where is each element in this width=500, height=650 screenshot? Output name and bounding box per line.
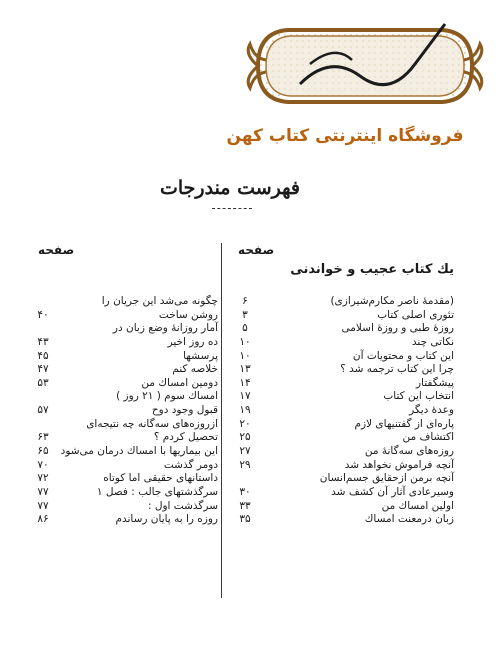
toc-entry-page: ۶۵ bbox=[37, 445, 49, 458]
left-column-page-header: صفحه bbox=[38, 243, 75, 257]
toc-entry-title: دومین امساك من bbox=[141, 376, 218, 389]
toc-entry[interactable] bbox=[232, 377, 454, 391]
toc-entry[interactable] bbox=[232, 363, 454, 377]
toc-entry[interactable] bbox=[30, 445, 218, 459]
toc-entry-title: چگونه می‌شد این جریان را bbox=[101, 295, 218, 307]
toc-entry-page: ۱۷ bbox=[239, 390, 251, 403]
toc-entry-title: خلاصه کنم bbox=[172, 363, 218, 376]
toc-entry-title: زبان درمعنت امساك bbox=[364, 513, 454, 526]
toc-entry[interactable] bbox=[30, 472, 218, 486]
toc-entry-title: انتخاب این کتاب bbox=[383, 390, 454, 403]
toc-entry-title: تحصیل کردم ؟ bbox=[153, 431, 218, 444]
toc-entry-page: ۷۷ bbox=[37, 499, 49, 512]
part-heading: یك كتاب عجیب و خواندنی bbox=[290, 262, 454, 277]
toc-entry-page: ۳۳ bbox=[239, 499, 251, 512]
toc-entry-page: ۵۷ bbox=[37, 404, 49, 417]
toc-entry[interactable] bbox=[30, 363, 218, 377]
store-name: فروشگاه اینترنتی کتاب کهن bbox=[226, 126, 464, 146]
toc-entry-title: داستانهای حقیقی اما کوتاه bbox=[103, 472, 218, 485]
toc-entry-page: ۲۹ bbox=[239, 458, 251, 471]
toc-entry-page: ۱۰ bbox=[239, 335, 251, 348]
toc-entry[interactable] bbox=[30, 513, 218, 527]
toc-entry[interactable] bbox=[232, 418, 454, 432]
toc-entry-title: آنچه برمن ازحقایق جسم‌انسان bbox=[319, 472, 454, 485]
toc-entry-title: وعدهٔ دیگر bbox=[409, 404, 454, 417]
toc-entry[interactable] bbox=[232, 500, 454, 514]
toc-entry[interactable] bbox=[232, 404, 454, 418]
toc-entry-page: ۱۹ bbox=[239, 404, 251, 417]
toc-entry-title: ازروزه‌های سه‌گانه چه نتیجه‌ای bbox=[86, 417, 218, 430]
right-column-page-header: صفحه bbox=[238, 243, 275, 257]
toc-entry[interactable] bbox=[30, 418, 218, 432]
toc-entry-page: ۲۷ bbox=[239, 445, 251, 458]
toc-entry-title: پیشگفتار bbox=[415, 376, 454, 389]
toc-entry-title: سرگذشت اول : bbox=[147, 499, 218, 512]
right-toc-list bbox=[232, 295, 454, 527]
toc-entry[interactable] bbox=[30, 390, 218, 404]
toc-entry-title: روزهٔ طبی و روزهٔ اسلامی bbox=[341, 322, 454, 335]
toc-entry-title: چرا این کتاب ترجمه شد ؟ bbox=[340, 363, 454, 376]
toc-entry-page: ۵ bbox=[242, 322, 248, 335]
toc-entry-title: روزه‌های سه‌گانهٔ من bbox=[364, 445, 454, 458]
toc-entry-page: ۴۳ bbox=[37, 335, 49, 348]
toc-entry-page: ۷۰ bbox=[37, 458, 49, 471]
toc-entry-page: ۱۳ bbox=[239, 363, 251, 376]
toc-entry[interactable] bbox=[232, 309, 454, 323]
toc-entry-title: تئوری اصلی کتاب bbox=[377, 308, 454, 321]
toc-entry-title: اولین امساك من bbox=[381, 499, 454, 512]
toc-entry-page: ۳۰ bbox=[239, 485, 251, 498]
toc-entry[interactable] bbox=[30, 377, 218, 391]
toc-entry-title: ده روز اخیر bbox=[167, 335, 218, 348]
toc-entry[interactable] bbox=[30, 500, 218, 514]
toc-entry[interactable] bbox=[232, 295, 454, 309]
toc-entry[interactable] bbox=[30, 336, 218, 350]
toc-entry[interactable] bbox=[232, 445, 454, 459]
toc-entry-title: وسیرعادی آثار آن کشف شد bbox=[331, 485, 454, 498]
toc-entry[interactable] bbox=[232, 513, 454, 527]
column-divider bbox=[221, 243, 222, 598]
toc-entry[interactable] bbox=[232, 459, 454, 473]
toc-entry-page: ۶۳ bbox=[37, 431, 49, 444]
toc-entry-title: این بیماریها با امساك درمان می‌شود bbox=[60, 445, 218, 458]
toc-entry[interactable] bbox=[232, 390, 454, 404]
toc-entry-title: پاره‌ای از گفتنیهای لازم bbox=[354, 417, 454, 430]
toc-entry[interactable] bbox=[232, 486, 454, 500]
toc-entry[interactable] bbox=[30, 322, 218, 336]
toc-entry-title: امساك سوم ( ۲۱ روز ) bbox=[116, 390, 218, 403]
toc-entry[interactable] bbox=[232, 431, 454, 445]
toc-entry-title: نکاتی چند bbox=[411, 335, 454, 348]
toc-entry[interactable] bbox=[232, 350, 454, 364]
toc-entry[interactable] bbox=[232, 322, 454, 336]
toc-entry-page: ۴۵ bbox=[37, 349, 49, 362]
page-title: فهرست مندرجات bbox=[160, 177, 300, 199]
toc-entry[interactable] bbox=[30, 350, 218, 364]
toc-entry-page: ۴۰ bbox=[37, 308, 49, 321]
toc-entry-title: آمار روزانهٔ وضع زبان در bbox=[112, 322, 218, 335]
title-underline bbox=[212, 208, 252, 209]
toc-entry-page: ۴۷ bbox=[37, 363, 49, 376]
toc-entry-title: روشن ساخت bbox=[158, 308, 218, 321]
toc-entry[interactable] bbox=[30, 459, 218, 473]
toc-entry-title: اکتشاف من bbox=[402, 431, 454, 444]
toc-entry-page: ۷۲ bbox=[37, 472, 49, 485]
toc-entry[interactable] bbox=[30, 295, 218, 309]
toc-entry-title: (مقدمهٔ ناصر مکارم‌شیرازی) bbox=[330, 295, 454, 307]
toc-entry-title: این کتاب و محتویات آن bbox=[352, 349, 454, 362]
toc-entry[interactable] bbox=[232, 472, 454, 486]
toc-entry[interactable] bbox=[30, 486, 218, 500]
store-logo bbox=[240, 14, 490, 119]
toc-entry-title: آنچه فراموش نخواهد شد bbox=[344, 458, 454, 471]
toc-entry-page: ۲۵ bbox=[239, 431, 251, 444]
toc-entry-title: روزه را به پایان رساندم bbox=[115, 513, 218, 526]
toc-entry-page: ۶ bbox=[242, 295, 248, 307]
toc-entry[interactable] bbox=[232, 336, 454, 350]
toc-entry[interactable] bbox=[30, 431, 218, 445]
toc-entry-page: ۷۷ bbox=[37, 485, 49, 498]
toc-entry-page: ۳۵ bbox=[239, 513, 251, 526]
toc-entry-title: قبول وجود دوح bbox=[151, 404, 218, 417]
toc-entry-page: ۱۰ bbox=[239, 349, 251, 362]
logo-frame-icon bbox=[240, 14, 490, 119]
toc-entry-page: ۱۴ bbox=[239, 376, 251, 389]
toc-entry-title: پرسشها bbox=[183, 349, 218, 362]
left-toc-list bbox=[30, 295, 218, 527]
toc-entry-page: ۳ bbox=[242, 308, 248, 321]
toc-entry[interactable] bbox=[30, 309, 218, 323]
toc-entry-page: ۵۳ bbox=[37, 376, 49, 389]
toc-entry-title: سرگذشتهای جالب : فصل ۱ bbox=[96, 485, 218, 498]
toc-entry[interactable] bbox=[30, 404, 218, 418]
toc-entry-page: ۲۰ bbox=[239, 417, 251, 430]
toc-entry-page: ۸۶ bbox=[37, 513, 49, 526]
toc-entry-title: دومر گذشت bbox=[163, 458, 218, 471]
